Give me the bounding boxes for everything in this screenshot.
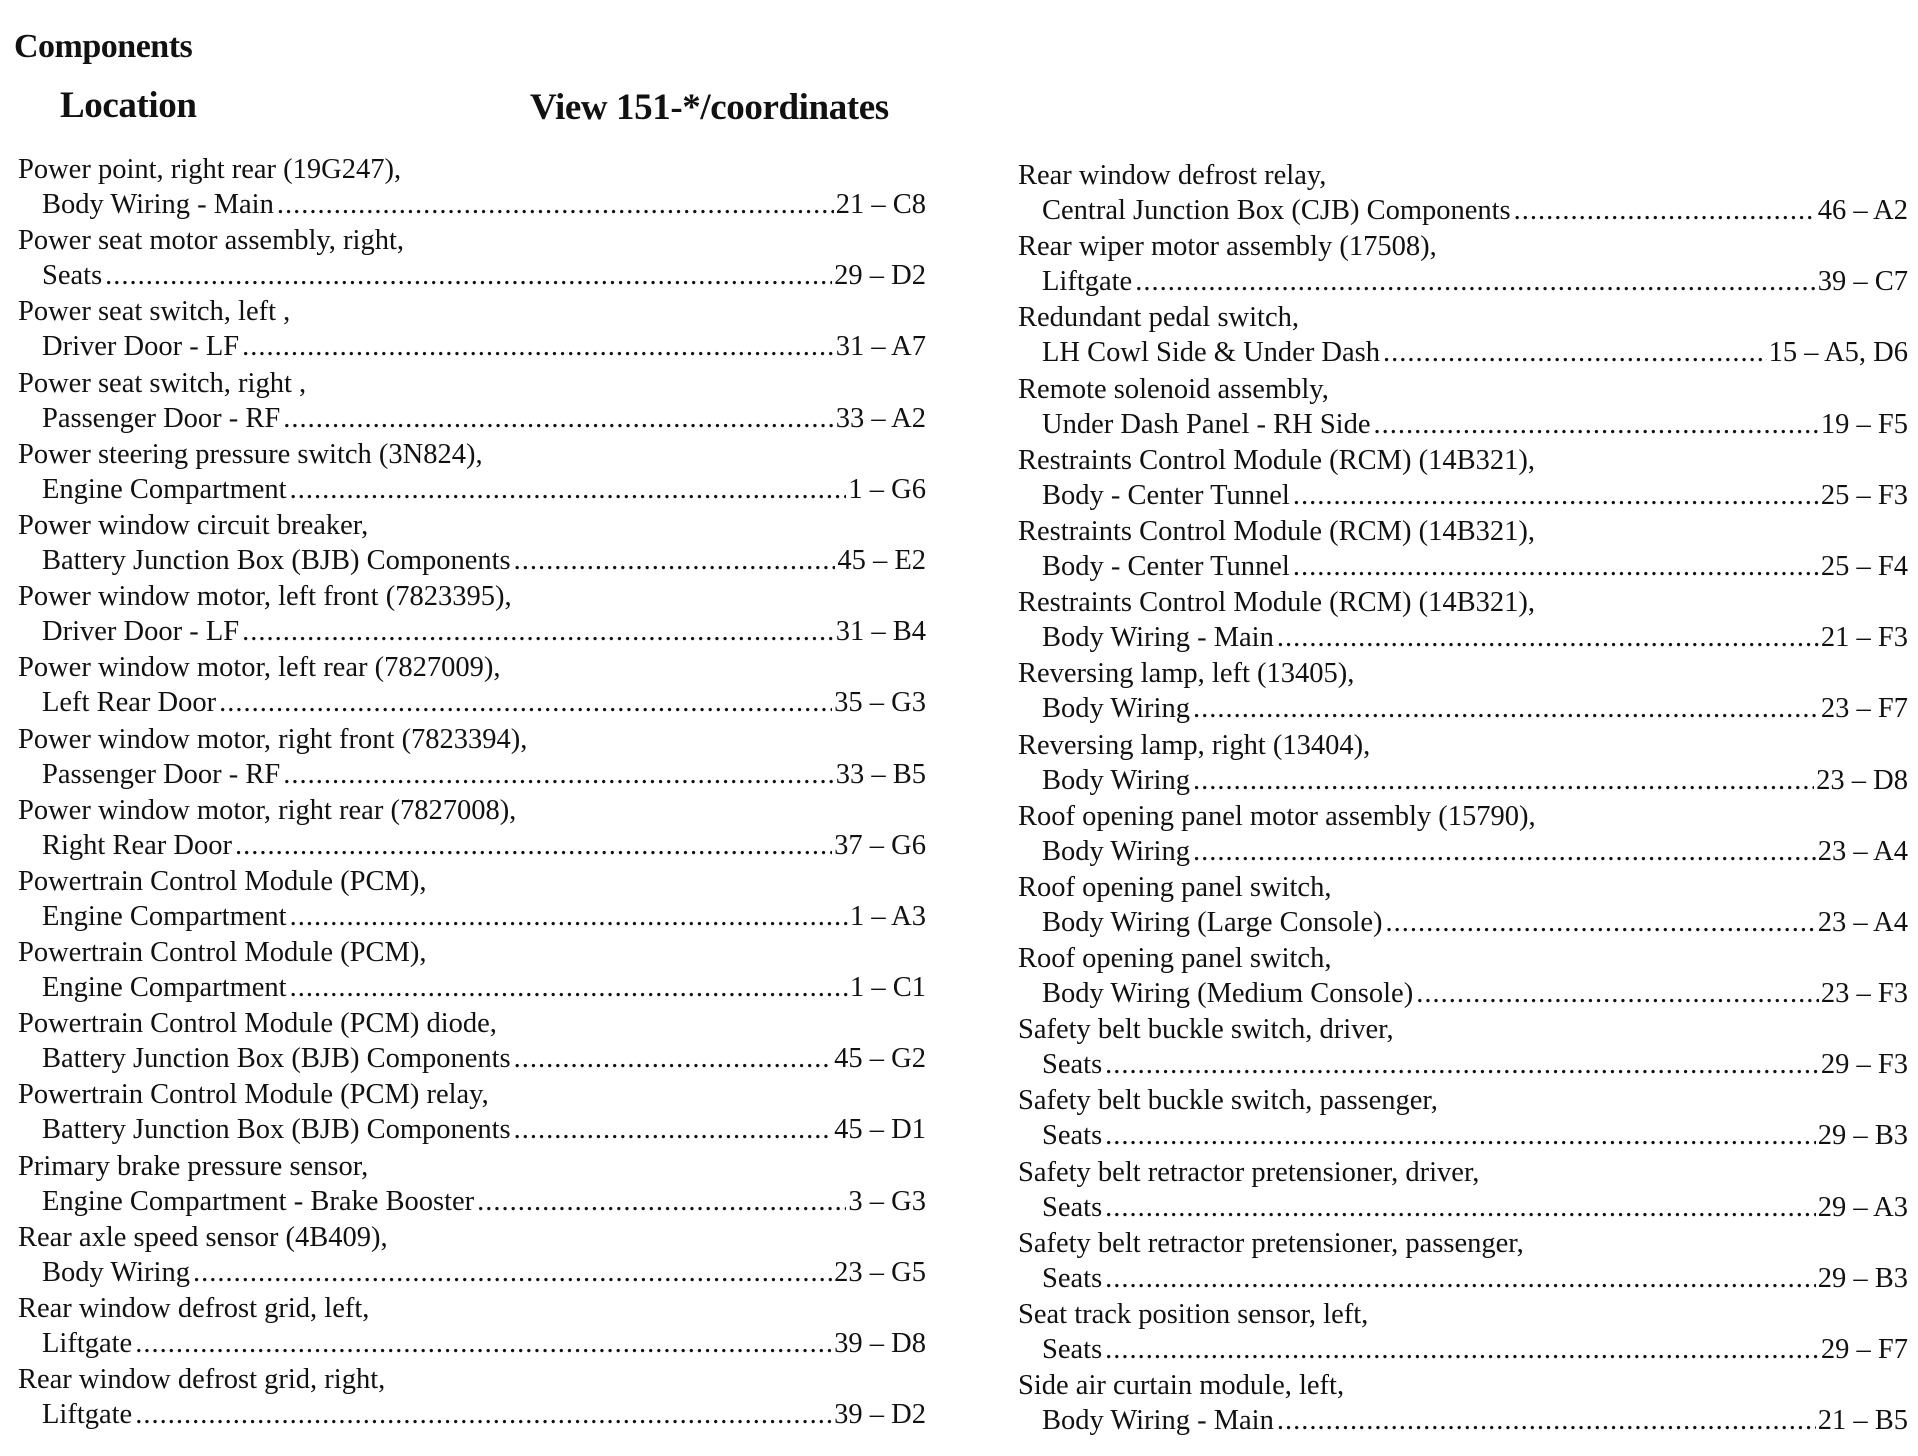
index-entry: [1018, 870, 1908, 941]
dot-leader: [1105, 1190, 1816, 1225]
dot-leader: [283, 401, 833, 436]
view-reference: 21 – B5: [1817, 1405, 1908, 1437]
dot-leader: [1293, 478, 1819, 513]
location-line: [1018, 478, 1908, 513]
view-reference: 15 – A5, D6: [1768, 337, 1908, 369]
location-line: [1018, 407, 1908, 442]
location-line: [18, 543, 926, 578]
dot-leader: [290, 472, 847, 507]
component-name: Power window motor, right rear (7827008),: [18, 794, 517, 826]
location-line: [18, 1184, 926, 1219]
location-line: [18, 614, 926, 649]
location-line: [18, 757, 926, 792]
component-location: Body Wiring (Large Console): [1042, 906, 1383, 938]
component-location: Body Wiring: [1042, 693, 1190, 725]
location-line: [18, 970, 926, 1005]
component-name: Power window motor, right front (7823394),: [18, 723, 528, 755]
view-reference: 29 – F3: [1820, 1049, 1908, 1081]
location-line: [18, 828, 926, 863]
dot-leader: [1277, 1403, 1816, 1438]
component-name: Powertrain Control Module (PCM) diode,: [18, 1008, 497, 1040]
index-entry: [18, 223, 926, 294]
dot-leader: [477, 1184, 846, 1219]
location-line: [1018, 264, 1908, 299]
index-entry: [1018, 514, 1908, 585]
dot-leader: [1383, 335, 1767, 370]
location-line: [18, 472, 926, 507]
component-location: Left Rear Door: [42, 687, 217, 719]
component-location: LH Cowl Side & Under Dash: [1042, 337, 1381, 369]
component-location: Liftgate: [42, 1399, 133, 1431]
dot-leader: [135, 1326, 832, 1361]
location-line: [1018, 193, 1908, 228]
index-entry: [18, 1006, 926, 1077]
component-location: Seats: [1042, 1334, 1103, 1365]
component-name: Power steering pressure switch (3N824),: [18, 438, 483, 470]
index-entry: [18, 793, 926, 864]
dot-leader: [1386, 905, 1816, 940]
location-column-header: Location: [60, 85, 197, 126]
view-reference: 31 – A7: [835, 331, 926, 363]
location-line: [1018, 976, 1908, 1011]
component-name: Rear window defrost grid, left,: [18, 1293, 370, 1324]
view-reference: 39 – C7: [1817, 266, 1908, 298]
dot-leader: [135, 1397, 832, 1432]
component-location: Driver Door - LF: [42, 616, 240, 648]
view-reference: 3 – G3: [848, 1185, 926, 1217]
location-line: [18, 329, 926, 364]
view-reference: 31 – B4: [835, 616, 926, 648]
view-reference: 39 – D8: [834, 1328, 926, 1359]
component-location: Battery Junction Box (BJB) Components: [42, 1043, 511, 1075]
component-name: Safety belt retractor pretensioner, driver,: [1018, 1156, 1480, 1188]
view-reference: 29 – A3: [1817, 1191, 1908, 1223]
component-location: Body Wiring: [42, 1256, 190, 1288]
view-reference: 45 – D1: [834, 1114, 926, 1146]
index-entry: [18, 722, 926, 793]
view-reference: 37 – G6: [834, 829, 926, 861]
view-reference: 23 – G5: [834, 1256, 926, 1288]
location-line: [18, 899, 926, 934]
view-reference: 23 – A4: [1817, 906, 1908, 938]
index-entry: [18, 1362, 926, 1433]
component-location: Body Wiring - Main: [1042, 622, 1274, 654]
index-entry: [1018, 941, 1908, 1012]
index-entry: [1018, 1297, 1908, 1368]
dot-leader: [219, 685, 832, 720]
index-entry: [18, 1220, 926, 1291]
dot-leader: [1514, 193, 1816, 228]
component-name: Powertrain Control Module (PCM),: [18, 937, 427, 969]
view-reference: 19 – F5: [1820, 408, 1908, 440]
view-reference: 23 – D8: [1816, 764, 1908, 796]
component-location: Body - Center Tunnel: [1042, 479, 1290, 511]
index-entry: [1018, 585, 1908, 656]
index-entry: [18, 366, 926, 437]
index-entry: [1018, 1083, 1908, 1154]
view-reference: 25 – F3: [1820, 479, 1908, 511]
component-name: Safety belt buckle switch, driver,: [1018, 1014, 1394, 1046]
view-reference: 21 – C8: [835, 189, 926, 220]
index-entry: [1018, 656, 1908, 727]
location-line: [1018, 1332, 1908, 1367]
index-entry: [18, 935, 926, 1006]
location-line: [18, 1041, 926, 1076]
view-reference: 23 – F7: [1820, 693, 1908, 725]
view-reference: 35 – G3: [834, 687, 926, 719]
view-reference: 21 – F3: [1820, 622, 1908, 654]
index-entry: [1018, 799, 1908, 870]
right-column: [1018, 158, 1908, 1439]
component-name: Safety belt retractor pretensioner, passenger,: [1018, 1227, 1524, 1259]
view-reference: 23 – F3: [1820, 978, 1908, 1010]
index-entry: [1018, 158, 1908, 229]
index-entry: [1018, 229, 1908, 300]
component-location: Body - Center Tunnel: [1042, 550, 1290, 582]
dot-leader: [514, 1112, 833, 1147]
component-location: Engine Compartment: [42, 900, 287, 932]
component-location: Body Wiring - Main: [42, 189, 274, 220]
index-entry: [18, 1291, 926, 1362]
dot-leader: [1293, 549, 1819, 584]
dot-leader: [290, 970, 848, 1005]
component-name: Rear wiper motor assembly (17508),: [1018, 231, 1437, 263]
index-entry: [18, 152, 926, 223]
location-line: [1018, 335, 1908, 370]
component-name: Roof opening panel motor assembly (15790),: [1018, 800, 1536, 832]
location-line: [1018, 691, 1908, 726]
component-name: Power window motor, left rear (7827009),: [18, 652, 501, 684]
component-name: Power window motor, left front (7823395),: [18, 581, 512, 613]
dot-leader: [277, 187, 834, 222]
component-name: Powertrain Control Module (PCM) relay,: [18, 1079, 489, 1111]
component-location: Seats: [1042, 1262, 1103, 1294]
component-location: Battery Junction Box (BJB) Components: [42, 1114, 511, 1146]
location-line: [1018, 1118, 1908, 1153]
location-line: [1018, 549, 1908, 584]
view-reference: 45 – G2: [834, 1043, 926, 1075]
index-entry: [18, 650, 926, 721]
view-reference: 33 – B5: [835, 758, 926, 790]
component-location: Passenger Door - RF: [42, 402, 281, 434]
dot-leader: [1135, 264, 1816, 299]
dot-leader: [242, 614, 834, 649]
dot-leader: [1277, 620, 1819, 655]
component-name: Restraints Control Module (RCM) (14B321),: [1018, 587, 1535, 619]
component-name: Rear axle speed sensor (4B409),: [18, 1221, 388, 1253]
component-location: Engine Compartment: [42, 473, 287, 505]
index-entry: [18, 294, 926, 365]
page-title: Components: [14, 28, 193, 65]
location-line: [1018, 1190, 1908, 1225]
view-reference: 1 – A3: [849, 900, 926, 932]
component-location: Battery Junction Box (BJB) Components: [42, 544, 511, 576]
dot-leader: [105, 258, 832, 293]
index-entry: [1018, 1155, 1908, 1226]
component-location: Liftgate: [1042, 266, 1133, 298]
dot-leader: [514, 1041, 833, 1076]
component-name: Reversing lamp, left (13405),: [1018, 658, 1355, 690]
location-line: [1018, 834, 1908, 869]
dot-leader: [1416, 976, 1819, 1011]
view-reference: 23 – A4: [1817, 835, 1908, 867]
component-name: Power seat switch, left ,: [18, 296, 291, 328]
location-line: [18, 1255, 926, 1290]
component-location: Seats: [1042, 1191, 1103, 1223]
index-entry: [1018, 1368, 1908, 1439]
index-entry: [1018, 300, 1908, 371]
index-entry: [18, 1149, 926, 1220]
location-line: [18, 685, 926, 720]
component-name: Roof opening panel switch,: [1018, 871, 1332, 903]
dot-leader: [290, 899, 848, 934]
component-location: Body Wiring: [1042, 764, 1190, 796]
component-location: Seats: [1042, 1049, 1103, 1081]
component-name: Rear window defrost grid, right,: [18, 1364, 386, 1396]
view-reference: 29 – D2: [834, 260, 926, 292]
view-coordinates-column-header: View 151-*/coordinates: [530, 87, 889, 128]
index-entry: [1018, 1226, 1908, 1297]
component-location: Seats: [1042, 1120, 1103, 1152]
view-reference: 46 – A2: [1817, 195, 1908, 226]
location-line: [18, 1112, 926, 1147]
dot-leader: [1105, 1047, 1819, 1082]
location-line: [18, 401, 926, 436]
component-location: Engine Compartment: [42, 972, 287, 1004]
component-name: Power window circuit breaker,: [18, 509, 369, 541]
component-name: Reversing lamp, right (13404),: [1018, 729, 1371, 761]
left-column: [18, 152, 926, 1433]
component-name: Seat track position sensor, left,: [1018, 1299, 1369, 1330]
index-entry: [18, 437, 926, 508]
location-line: [1018, 620, 1908, 655]
view-reference: 25 – F4: [1820, 550, 1908, 582]
dot-leader: [242, 329, 834, 364]
location-line: [1018, 905, 1908, 940]
location-line: [18, 187, 926, 222]
component-location: Liftgate: [42, 1328, 133, 1359]
component-name: Safety belt buckle switch, passenger,: [1018, 1085, 1438, 1117]
component-name: Rear window defrost relay,: [1018, 160, 1327, 191]
dot-leader: [1105, 1332, 1819, 1367]
view-reference: 39 – D2: [834, 1399, 926, 1431]
component-name: Power seat motor assembly, right,: [18, 225, 405, 257]
index-entry: [1018, 728, 1908, 799]
location-line: [1018, 1403, 1908, 1438]
index-entry: [1018, 443, 1908, 514]
location-line: [1018, 1261, 1908, 1296]
component-name: Power seat switch, right ,: [18, 367, 307, 399]
view-reference: 1 – C1: [849, 972, 926, 1004]
component-name: Remote solenoid assembly,: [1018, 373, 1329, 405]
location-line: [18, 1397, 926, 1432]
dot-leader: [514, 543, 836, 578]
component-location: Driver Door - LF: [42, 331, 240, 363]
component-location: Body Wiring (Medium Console): [1042, 978, 1414, 1010]
component-name: Primary brake pressure sensor,: [18, 1150, 369, 1182]
dot-leader: [1105, 1261, 1816, 1296]
location-line: [1018, 1047, 1908, 1082]
location-line: [1018, 763, 1908, 798]
dot-leader: [1193, 763, 1814, 798]
component-name: Powertrain Control Module (PCM),: [18, 865, 427, 897]
component-location: Passenger Door - RF: [42, 758, 281, 790]
location-line: [18, 1326, 926, 1361]
index-entry: [1018, 372, 1908, 443]
dot-leader: [1105, 1118, 1816, 1153]
index-entry: [18, 579, 926, 650]
dot-leader: [193, 1255, 832, 1290]
component-name: Restraints Control Module (RCM) (14B321),: [1018, 515, 1535, 547]
component-location: Engine Compartment - Brake Booster: [42, 1185, 475, 1217]
index-entry: [1018, 1012, 1908, 1083]
component-location: Right Rear Door: [42, 829, 232, 861]
view-reference: 45 – E2: [837, 544, 926, 576]
component-location: Seats: [42, 260, 103, 292]
index-entry: [18, 864, 926, 935]
dot-leader: [283, 757, 833, 792]
component-name: Redundant pedal switch,: [1018, 302, 1299, 334]
index-entry: [18, 1077, 926, 1148]
component-name: Power point, right rear (19G247),: [18, 154, 402, 185]
component-location: Body Wiring: [1042, 835, 1190, 867]
view-reference: 29 – F7: [1820, 1334, 1908, 1365]
index-entry: [18, 508, 926, 579]
dot-leader: [235, 828, 832, 863]
view-reference: 33 – A2: [835, 402, 926, 434]
view-reference: 29 – B3: [1817, 1262, 1908, 1294]
location-line: [18, 258, 926, 293]
component-name: Side air curtain module, left,: [1018, 1370, 1345, 1402]
component-name: Roof opening panel switch,: [1018, 943, 1332, 975]
dot-leader: [1374, 407, 1819, 442]
component-location: Under Dash Panel - RH Side: [1042, 408, 1371, 440]
view-reference: 29 – B3: [1817, 1120, 1908, 1152]
view-reference: 1 – G6: [848, 473, 926, 505]
component-name: Restraints Control Module (RCM) (14B321),: [1018, 444, 1535, 476]
dot-leader: [1193, 834, 1816, 869]
component-location: Body Wiring - Main: [1042, 1405, 1274, 1437]
component-location: Central Junction Box (CJB) Components: [1042, 195, 1511, 226]
dot-leader: [1193, 691, 1819, 726]
